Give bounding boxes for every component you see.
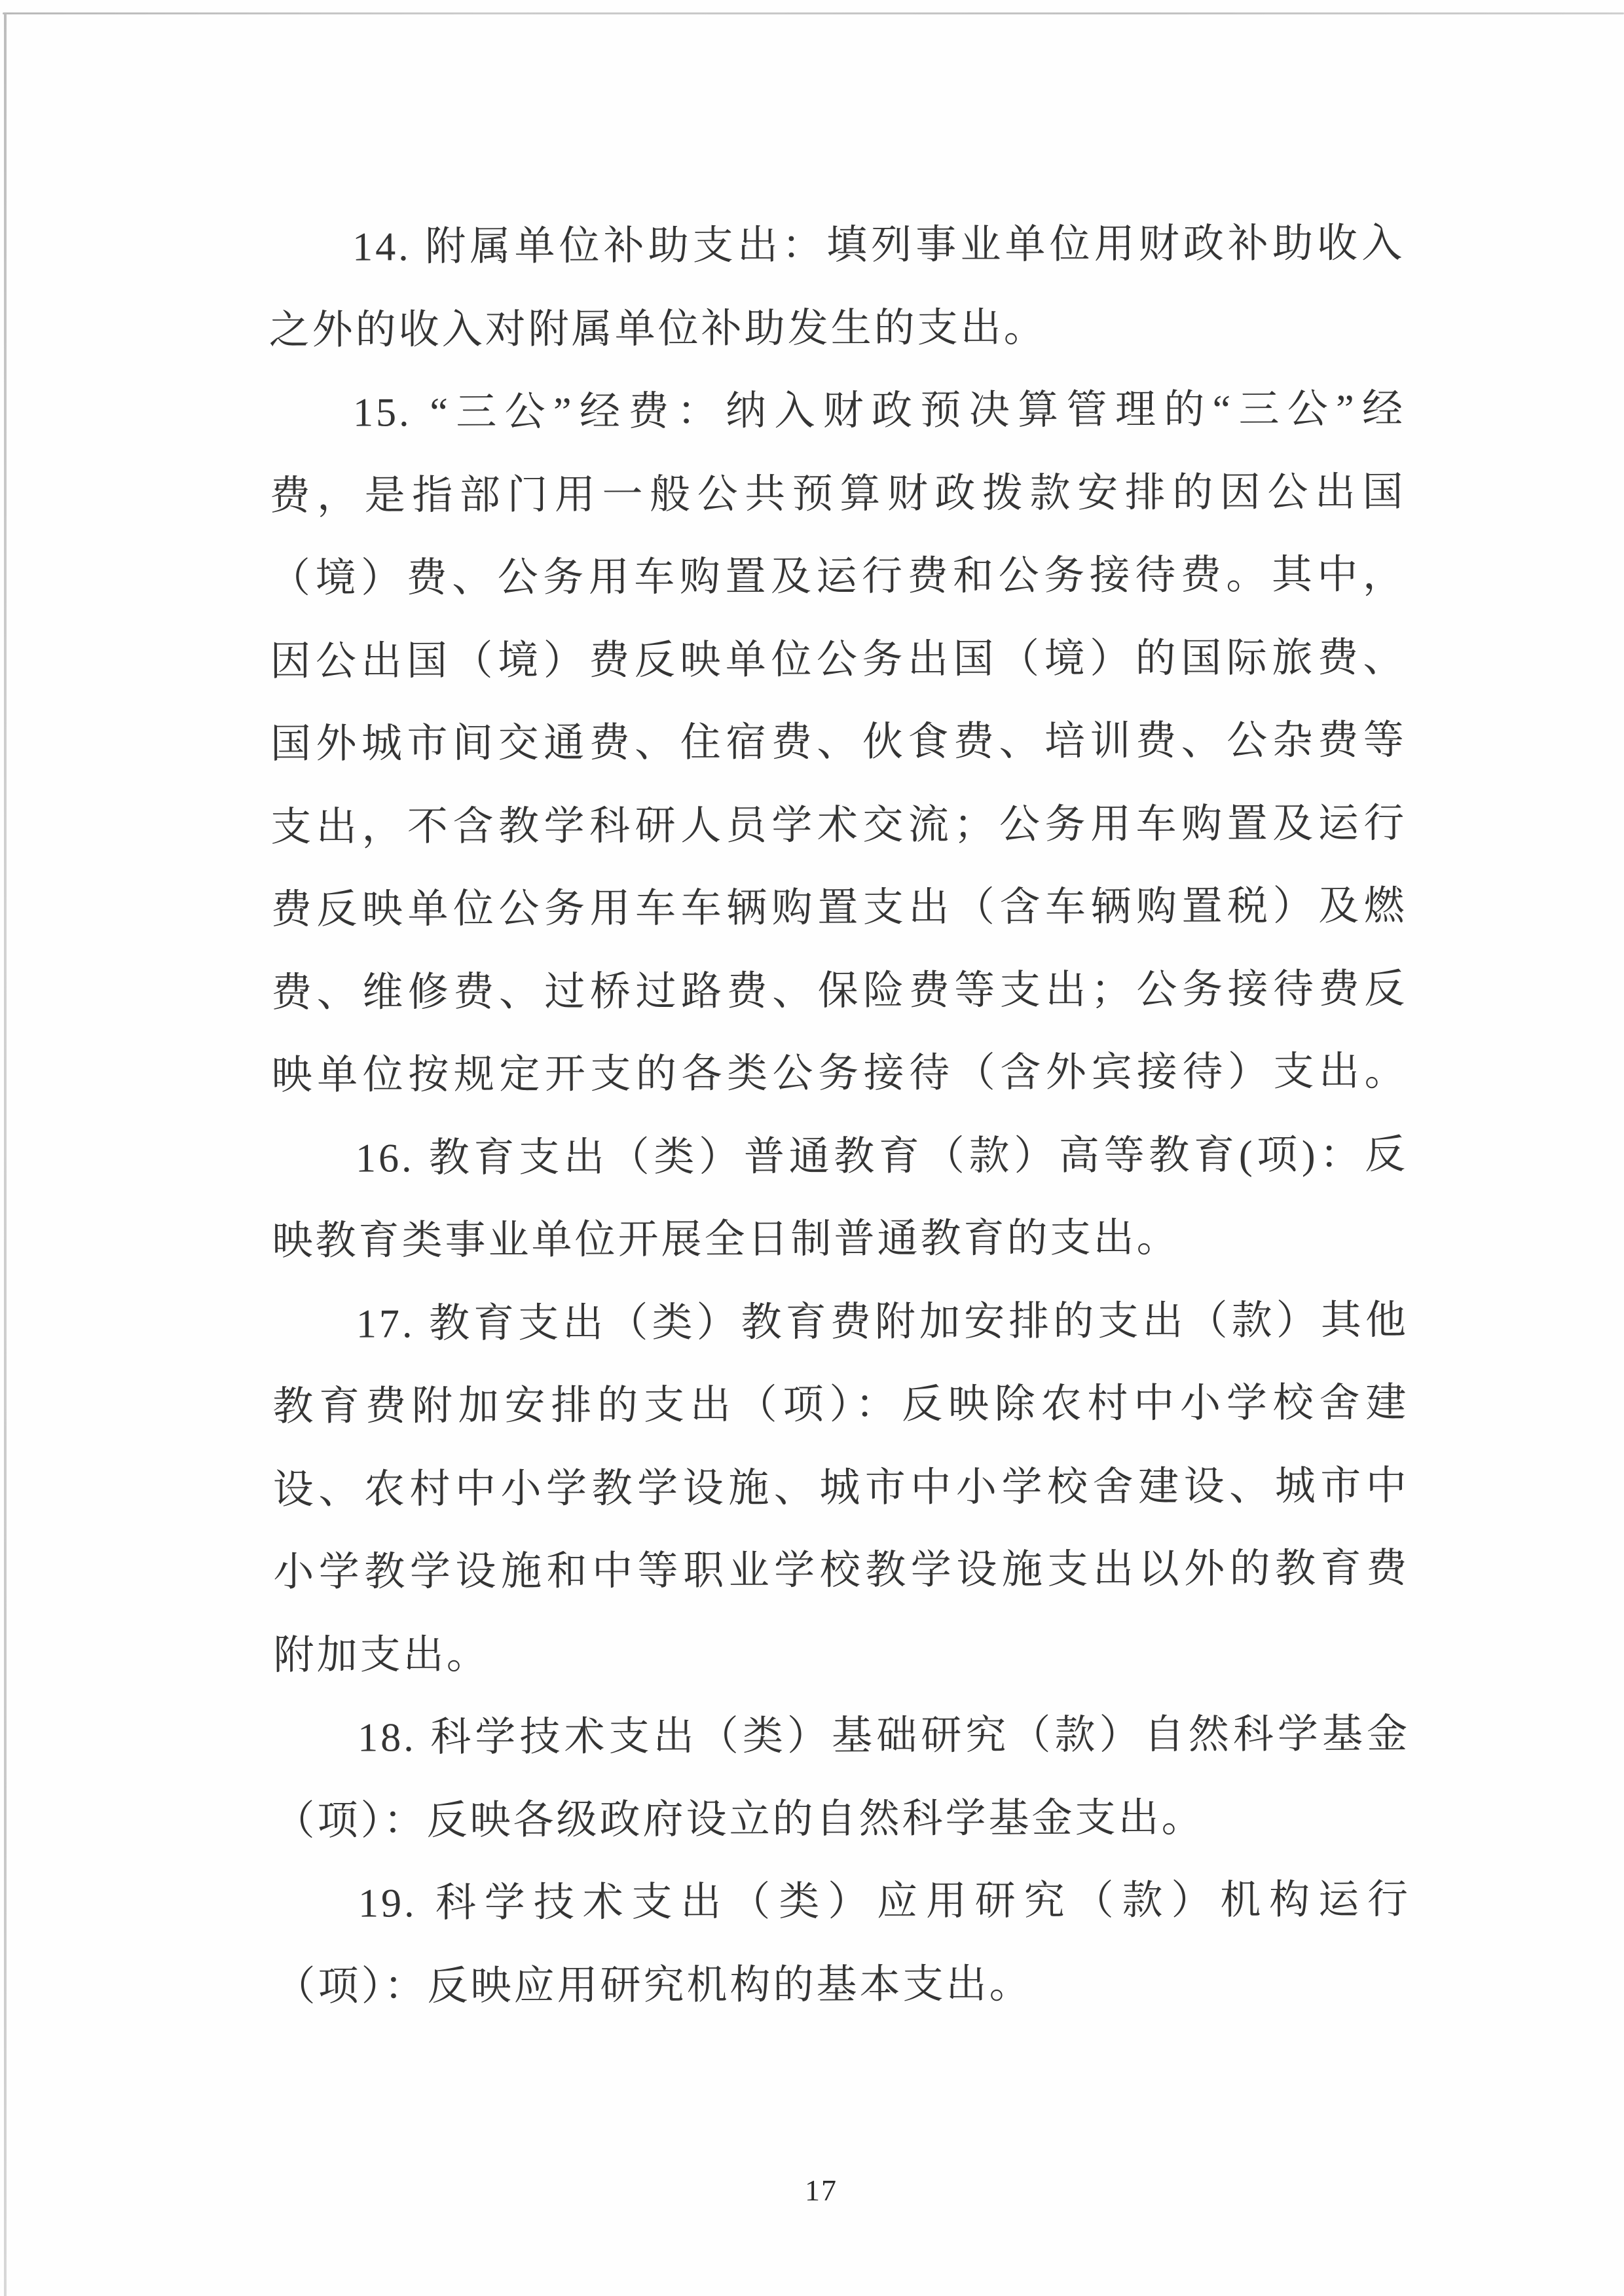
text-line: 15. “三公”经费：纳入财政预决算管理的“三公”经 — [352, 386, 1406, 435]
paragraph-item-17 — [272, 1279, 1410, 1697]
text-line: 映教育类事业单位开展全日制普通教育的支出。 — [272, 1216, 1180, 1264]
text-line: 之外的收入对附属单位补助发生的支出。 — [268, 305, 1047, 353]
paragraph-item-14 — [268, 202, 1405, 372]
paragraph-item-19 — [274, 1859, 1411, 2028]
text-line: 费，是指部门用一般公共预算财政拨款安排的因公出国 — [269, 469, 1406, 519]
text-line: 费、维修费、过桥过路费、保险费等支出；公务接待费反 — [271, 966, 1408, 1015]
text-line: （项）：反映应用研究机构的基本支出。 — [274, 1961, 1033, 2009]
text-line: 国外城市间交通费、住宿费、伙食费、培训费、公杂费等 — [270, 718, 1407, 767]
document-body — [268, 202, 1411, 2028]
text-line: 教育费附加安排的支出（项）：反映除农村中小学校舍建 — [272, 1380, 1409, 1430]
text-line: （项）：反映各级政府设立的自然科学基金支出。 — [274, 1795, 1205, 1844]
text-line: 费反映单位公务用车车辆购置支出（含车辆购置税）及燃 — [270, 883, 1407, 933]
scan-edge-top-line — [3, 12, 1624, 14]
text-line: 支出，不含教学科研人员学术交流；公务用车购置及运行 — [270, 801, 1407, 850]
paragraph-item-16 — [272, 1113, 1409, 1283]
paragraph-item-18 — [274, 1693, 1411, 1863]
scan-edge-left-line — [4, 13, 7, 2296]
text-line: 19. 科学技术支出（类）应用研究（款）机构运行 — [358, 1877, 1411, 1926]
text-line: 映单位按规定开支的各类公务接待（含外宾接待）支出。 — [271, 1049, 1408, 1099]
page-number: 17 — [805, 2174, 838, 2207]
paragraph-item-15 — [269, 368, 1408, 1118]
text-line: 小学教学设施和中等职业学校教学设施支出以外的教育费 — [273, 1546, 1410, 1595]
text-line: 16. 教育支出（类）普通教育（款）高等教育(项)：反 — [355, 1132, 1409, 1181]
text-line: 附加支出。 — [273, 1632, 490, 1678]
text-line: 设、农村中小学教学设施、城市中小学校舍建设、城市中 — [272, 1463, 1409, 1512]
text-line: 17. 教育支出（类）教育费附加安排的支出（款）其他 — [356, 1298, 1409, 1347]
text-line: 14. 附属单位补助支出：填列事业单位用财政补助收入 — [352, 221, 1405, 270]
text-line: 18. 科学技术支出（类）基础研究（款）自然科学基金 — [358, 1711, 1411, 1760]
text-line: （境）费、公务用车购置及运行费和公务接待费。其中， — [269, 552, 1407, 602]
text-line: 因公出国（境）费反映单位公务出国（境）的国际旅费、 — [270, 635, 1407, 684]
